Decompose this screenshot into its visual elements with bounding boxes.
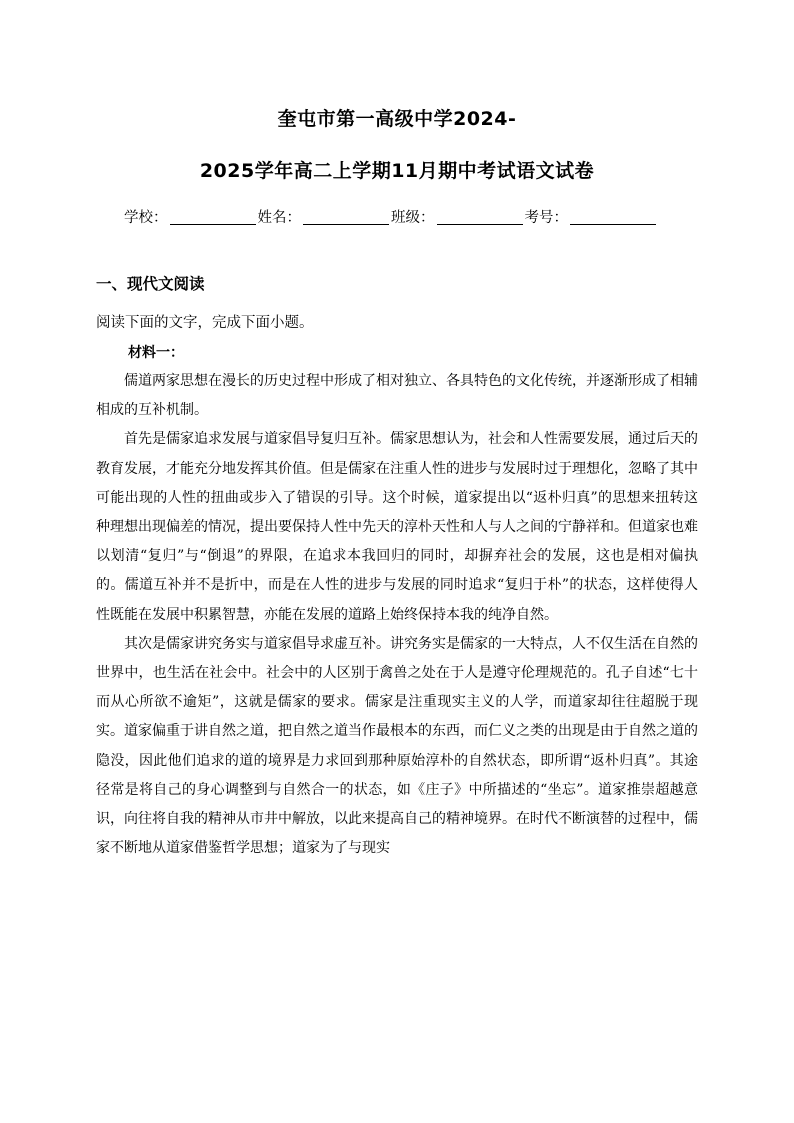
- student-info-line: [124, 206, 658, 227]
- paragraph: 儒道两家思想在漫长的历史过程中形成了相对独立、各具特色的文化传统，并逐渐形成了相辅相成的互补机制。: [96, 373, 698, 419]
- name-blank[interactable]: [303, 210, 389, 225]
- exam-number-label: 考号：: [524, 210, 568, 226]
- school-blank[interactable]: [170, 210, 256, 225]
- exam-title-line-1: 奎屯市第一高级中学2024-: [277, 108, 517, 130]
- material-label: 材料一：: [128, 345, 184, 361]
- name-label: 姓名：: [257, 210, 301, 226]
- exam-title-line-2: 2025学年高二上学期11月期中考试语文试卷: [199, 160, 595, 182]
- reading-instruction: 阅读下面的文字，完成下面小题。: [96, 315, 314, 331]
- material-text: [96, 367, 698, 863]
- school-label: 学校：: [124, 210, 168, 226]
- paragraph: 其次是儒家讲究务实与道家倡导求虚互补。讲究务实是儒家的一大特点，人不仅生活在自然的世界中，也生活在社会中。社会中的人区别于禽兽之处在于人是遵守伦理规范的。孔子自述“七十而从心所欲不逾矩”，这就是儒家的要求。儒家是注重现实主义的人学，而道家却往往超脱于现实。道家偏重于讲自然之道，把自然之道当作最根本的东西，而仁义之类的出现是由于自然之道的隐没，因此他们追求的道的境界是力求回到那种原始淳朴的自然状态，即所谓“返朴归真”。其途径常是将自己的身心调整到与自然合一的状态，如《庄子》中所描述的“坐忘”。道家推崇超越意识，向往将自我的精神从市井中解放，以此来提高自己的精神境界。在时代不断演替的过程中，儒家不断地从道家借鉴哲学思想；道家为了与现实: [96, 635, 698, 857]
- class-label: 班级：: [391, 210, 435, 226]
- paragraph: 首先是儒家追求发展与道家倡导复归互补。儒家思想认为，社会和人性需要发展，通过后天的教育发展，才能充分地发挥其价值。但是儒家在注重人性的进步与发展时过于理想化，忽略了其中可能出现的人性的扭曲或步入了错误的引导。这个时候，道家提出以“返朴归真”的思想来扭转这种理想出现偏差的情况，提出要保持人性中先天的淳朴天性和人与人之间的宁静祥和。但道家也难以划清“复归”与“倒退”的界限，在追求本我回归的同时，却摒弃社会的发展，这也是相对偏执的。儒道互补并不是折中，而是在人性的进步与发展的同时追求“复归于朴”的状态，这样使得人性既能在发展中积累智慧，亦能在发展的道路上始终保持本我的纯净自然。: [96, 431, 698, 623]
- exam-number-blank[interactable]: [570, 210, 656, 225]
- class-blank[interactable]: [437, 210, 523, 225]
- section-heading: 一、现代文阅读: [96, 275, 205, 293]
